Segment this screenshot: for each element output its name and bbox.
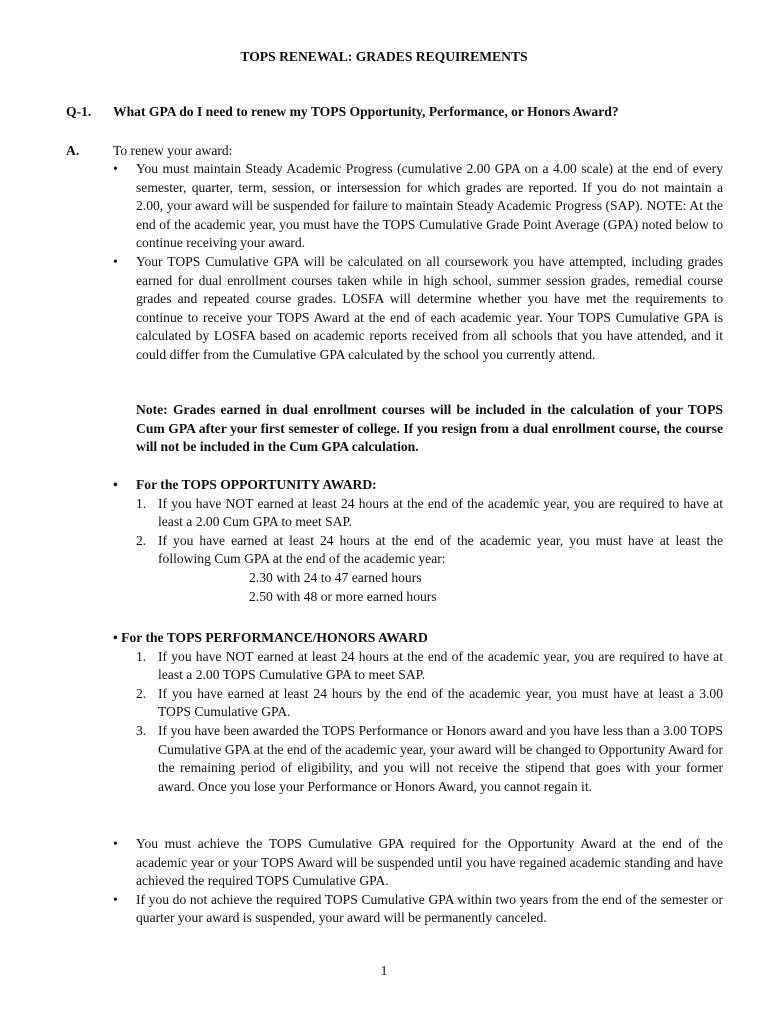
bottom-bullets (113, 835, 723, 928)
answer-label: A. (66, 143, 80, 158)
bullet-mark: • (113, 253, 118, 269)
list-number: 2. (136, 532, 147, 548)
list-number: 2. (136, 685, 147, 701)
bullet-mark: • (113, 836, 118, 851)
list-item-text: If you have NOT earned at least 24 hours at the end of the academic year, you are required to have at least a 2.00 Cum GPA to meet SAP. (158, 495, 723, 530)
list-item (113, 835, 723, 891)
list-item (113, 722, 723, 796)
list-item-text: If you have earned at least 24 hours by the end of the academic year, you must have at least a 3.00 TOPS Cumulative GPA. (158, 685, 723, 720)
list-item (113, 532, 723, 569)
question-label: Q-1. (66, 104, 92, 119)
question-text: What GPA do I need to renew my TOPS Opportunity, Performance, or Honors Award? (113, 104, 619, 119)
bullet-text: Your TOPS Cumulative GPA will be calculated on all coursework you have attempted, including grades earned for dual enrollment courses taken while in high school, summer session grades, remedial course grades and repeated course grades. LOSFA will determine whether you have met the requirements to continue to receive your TOPS Award at the end of each academic year. Your TOPS Cumulative GPA is calculated by LOSFA based on academic reports received from all schools that you have attended, and it could differ from the Cumulative GPA calculated by the school you currently attend. (136, 253, 723, 362)
note-text: Note: Grades earned in dual enrollment courses will be included in the calculation of your TOPS Cum GPA after your first semester of college. If you resign from a dual enrollment course, the course will not be included in the Cum GPA calculation. (136, 402, 723, 455)
list-item (113, 253, 723, 365)
list-item (113, 648, 723, 685)
performance-heading: • For the TOPS PERFORMANCE/HONORS AWARD (113, 630, 428, 645)
answer-intro: To renew your award: (113, 143, 233, 158)
opportunity-heading (113, 476, 723, 495)
gpa-range: 2.30 with 24 to 47 earned hours (249, 569, 422, 585)
opportunity-section (113, 476, 723, 606)
bullet-text: You must maintain Steady Academic Progress (cumulative 2.00 GPA on a 4.00 scale) at the end of every semester, quarter, term, session, or intersession for which grades are reported. If you do not maintain a 2.00, your award will be suspended for failure to maintain Steady Academic Progress (SAP). NOTE: At the end of the academic year, you must have the TOPS Cumulative Grade Point Average (GPA) noted below to continue receiving your award. (136, 161, 723, 251)
list-item-text: If you have NOT earned at least 24 hours at the end of the academic year, you are required to have at least a 2.00 TOPS Cumulative GPA to meet SAP. (158, 648, 723, 683)
gpa-range: 2.50 with 48 or more earned hours (249, 588, 437, 604)
list-item (113, 891, 723, 928)
list-item (113, 160, 723, 253)
list-number: 3. (136, 722, 147, 738)
list-number: 1. (136, 495, 147, 511)
list-item-text: If you have been awarded the TOPS Performance or Honors award and you have less than a 3.00 TOPS Cumulative GPA at the end of the academic year, your award will be changed to Opportunity Award for the remaining period of eligibility, and you will not receive the stipend that goes with your former award. Once you lose your Performance or Honors Award, you cannot regain it. (158, 722, 723, 794)
page-number: 1 (380, 963, 388, 978)
list-item-text: If you have earned at least 24 hours at the end of the academic year, you must have at least the following Cum GPA at the end of the academic year: (158, 532, 723, 567)
note-block (113, 401, 723, 457)
top-bullets (113, 160, 723, 365)
list-item (113, 685, 723, 722)
bullet-text: If you do not achieve the required TOPS Cumulative GPA within two years from the end of the semester or quarter your award is suspended, your award will be permanently canceled. (136, 891, 723, 926)
performance-section (113, 629, 723, 796)
document-title: TOPS RENEWAL: GRADES REQUIREMENTS (240, 49, 528, 64)
bullet-text: You must achieve the TOPS Cumulative GPA required for the Opportunity Award at the end of the academic year or your TOPS Award will be suspended until you have regained academic standing and have achieved the required TOPS Cumulative GPA. (136, 836, 723, 889)
bullet-mark: • (113, 477, 118, 492)
list-item (113, 495, 723, 532)
list-number: 1. (136, 648, 147, 664)
bullet-mark: • (113, 891, 118, 907)
bullet-mark: • (113, 161, 118, 176)
opportunity-heading-text: For the TOPS OPPORTUNITY AWARD: (136, 477, 377, 492)
